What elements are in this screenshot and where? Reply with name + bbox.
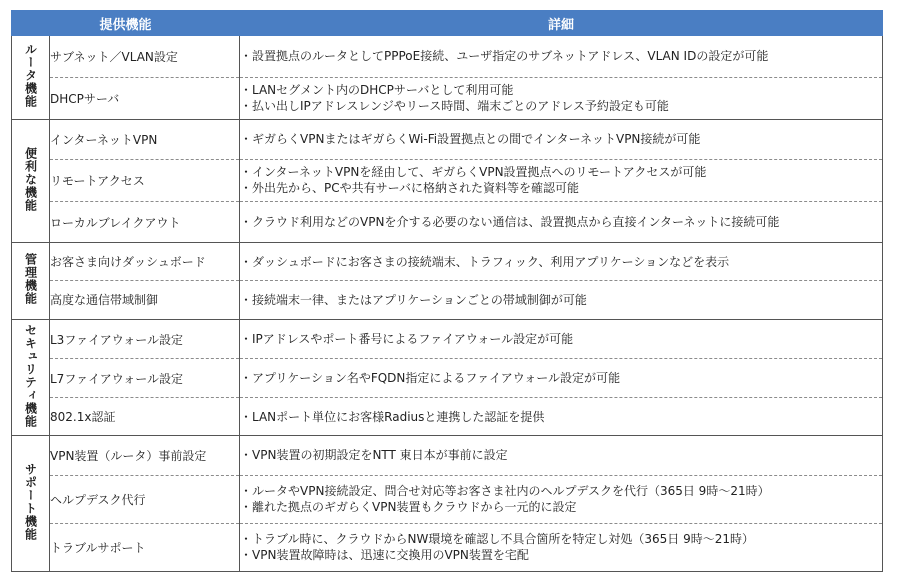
table-row	[12, 36, 883, 78]
table-row	[12, 475, 883, 523]
feature-detail	[240, 475, 883, 523]
table-header-row	[12, 11, 883, 36]
feature-name: VPN装置（ルータ）事前設定	[50, 435, 240, 475]
category-cell	[12, 435, 50, 571]
table-row	[12, 280, 883, 319]
header-detail: 詳細	[240, 11, 883, 36]
category-label: ルータ機能	[23, 43, 38, 109]
detail-line: ・IPアドレスやポート番号によるファイアウォール設定が可能	[240, 332, 574, 347]
table-row	[12, 435, 883, 475]
category-cell	[12, 119, 50, 243]
feature-name: L3ファイアウォール設定	[50, 319, 240, 359]
feature-detail	[240, 523, 883, 571]
table-row	[12, 319, 883, 359]
feature-table	[11, 10, 883, 572]
detail-line: ・外出先から、PCや共有サーバに格納された資料等を確認可能	[240, 181, 580, 196]
detail-line: ・LANポート単位にお客様Radiusと連携した認証を提供	[240, 409, 545, 424]
feature-name: サブネット／VLAN設定	[50, 36, 240, 78]
category-label: 便利な機能	[23, 147, 38, 213]
detail-line: ・接続端末一律、またはアプリケーションごとの帯域制御が可能	[240, 292, 587, 307]
table-row	[12, 359, 883, 398]
detail-line: ・VPN装置故障時は、迅速に交換用のVPN装置を宅配	[240, 548, 529, 563]
feature-name: お客さま向けダッシュボード	[50, 243, 240, 281]
detail-line: ・VPN装置の初期設定をNTT 東日本が事前に設定	[240, 448, 508, 463]
feature-detail	[240, 119, 883, 159]
detail-line: ・ダッシュボードにお客さまの接続端末、トラフィック、利用アプリケーションなどを表示	[240, 254, 730, 269]
feature-name: L7ファイアウォール設定	[50, 359, 240, 398]
feature-detail	[240, 159, 883, 202]
feature-detail	[240, 36, 883, 78]
detail-line: ・離れた拠点のギガらくVPN装置もクラウドから一元的に設定	[240, 500, 577, 515]
detail-line: ・LANセグメント内のDHCPサーバとして利用可能	[240, 83, 514, 98]
table-body	[12, 36, 883, 572]
category-cell	[12, 319, 50, 435]
feature-detail	[240, 319, 883, 359]
category-cell	[12, 243, 50, 319]
table-row	[12, 159, 883, 202]
detail-line: ・インターネットVPNを経由して、ギガらくVPN設置拠点へのリモートアクセスが可能	[240, 165, 707, 180]
detail-line: ・トラブル時に、クラウドからNW環境を確認し不具合箇所を特定し対処（365日 9時～21時）	[240, 532, 755, 547]
feature-detail	[240, 77, 883, 119]
feature-detail	[240, 398, 883, 436]
detail-line: ・払い出しIPアドレスレンジやリース時間、端末ごとのアドレス予約設定も可能	[240, 99, 669, 114]
category-cell	[12, 36, 50, 120]
header-feature: 提供機能	[12, 11, 240, 36]
table-row	[12, 243, 883, 281]
detail-line: ・アプリケーション名やFQDN指定によるファイアウォール設定が可能	[240, 371, 621, 386]
feature-name: 高度な通信帯域制御	[50, 280, 240, 319]
feature-name: インターネットVPN	[50, 119, 240, 159]
feature-name: リモートアクセス	[50, 159, 240, 202]
table-row	[12, 119, 883, 159]
category-label: セキュリティ機能	[23, 323, 38, 428]
feature-name: トラブルサポート	[50, 523, 240, 571]
feature-name: ローカルブレイクアウト	[50, 202, 240, 243]
feature-name: ヘルプデスク代行	[50, 475, 240, 523]
detail-line: ・ギガらくVPNまたはギガらくWi-Fi設置拠点との間でインターネットVPN接続が可能	[240, 132, 701, 147]
feature-name: DHCPサーバ	[50, 77, 240, 119]
table-row	[12, 398, 883, 436]
detail-line: ・ルータやVPN接続設定、問合せ対応等お客さま社内のヘルプデスクを代行（365日 9時～21時）	[240, 484, 770, 499]
feature-name: 802.1x認証	[50, 398, 240, 436]
feature-detail	[240, 280, 883, 319]
feature-detail	[240, 435, 883, 475]
detail-line: ・設置拠点のルータとしてPPPoE接続、ユーザ指定のサブネットアドレス、VLAN IDの設定が可能	[240, 49, 769, 64]
feature-detail	[240, 202, 883, 243]
category-label: 管理機能	[23, 253, 38, 306]
category-label: サポート機能	[23, 462, 38, 541]
table-row	[12, 202, 883, 243]
table-row	[12, 77, 883, 119]
feature-detail	[240, 359, 883, 398]
feature-detail	[240, 243, 883, 281]
detail-line: ・クラウド利用などのVPNを介する必要のない通信は、設置拠点から直接インターネットに接続可能	[240, 215, 780, 230]
table-row	[12, 523, 883, 571]
